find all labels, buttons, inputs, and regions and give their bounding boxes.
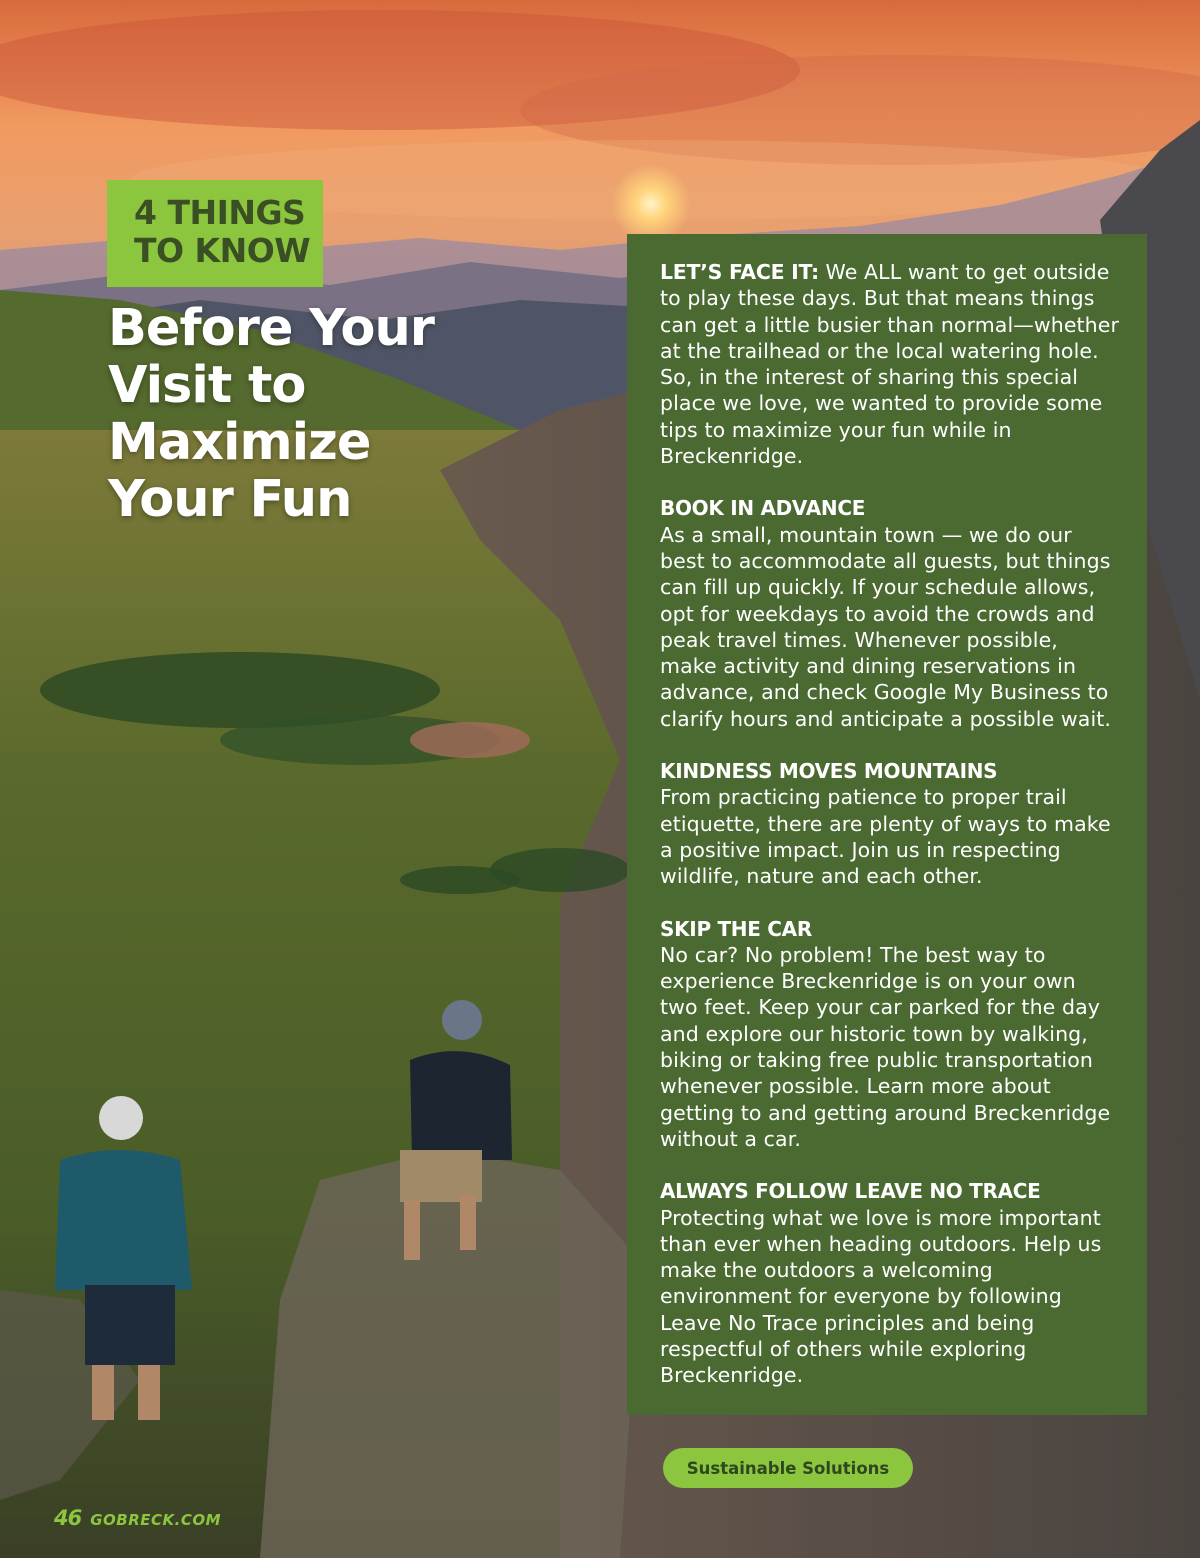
tip-kindness (660, 758, 1119, 889)
intro-body: We ALL want to get outside to play these days. But that means things can get a little busier than normal—whether at the trailhead or the local watering hole. So, in the interest of sharing this special place we love, we wanted to provide some tips to maximize your fun while in Breckenridge. (660, 260, 1120, 469)
sustainable-solutions-button[interactable]: Sustainable Solutions (663, 1448, 913, 1488)
tip-heading: BOOK IN ADVANCE (660, 496, 866, 521)
tip-heading: KINDNESS MOVES MOUNTAINS (660, 759, 998, 784)
badge-line-2: TO KNOW (134, 231, 311, 270)
page-number: 46 (54, 1506, 82, 1530)
intro-lead: LET’S FACE IT: (660, 260, 819, 284)
title-line-4: Your Fun (108, 470, 352, 529)
tips-panel (627, 234, 1147, 1415)
site-link[interactable]: GOBRECK.COM (90, 1511, 222, 1529)
title-line-1: Before Your (108, 299, 434, 358)
tip-book-in-advance (660, 495, 1119, 732)
tip-body: From practicing patience to proper trail etiquette, there are plenty of ways to make a positive impact. Join us in respecting wildlife, nature and each other. (660, 785, 1111, 889)
section-badge (107, 180, 323, 287)
page-title (108, 300, 528, 528)
tip-body: Protecting what we love is more important than ever when heading outdoors. Help us make the outdoors a welcoming environment for everyone by following Leave No Trace principles and being respectful of others while exploring Breckenridge. (660, 1205, 1102, 1388)
tip-leave-no-trace (660, 1178, 1119, 1388)
tip-heading: SKIP THE CAR (660, 916, 812, 941)
tip-body: No car? No problem! The best way to experience Breckenridge is on your own two feet. Keep your car parked for the day and explore our historic town by walking, biking or taking free public transportation whenever possible. Learn more about getting to and getting around Breckenridge without a car. (660, 942, 1111, 1151)
badge-line-1: 4 THINGS (134, 193, 306, 232)
page-footer (54, 1506, 221, 1530)
intro-paragraph (660, 259, 1119, 469)
tip-skip-the-car (660, 916, 1119, 1153)
tip-body: As a small, mountain town — we do our best to accommodate all guests, but things can fill up quickly. If your schedule allows, opt for weekdays to avoid the crowds and peak travel times. Whenever possible, make activity and dining reservations in advance, and check Google My Business to clarify hours and anticipate a possible wait. (660, 522, 1111, 731)
title-line-2: Visit to (108, 356, 306, 415)
tip-heading: ALWAYS FOLLOW LEAVE NO TRACE (660, 1179, 1041, 1204)
title-line-3: Maximize (108, 413, 371, 472)
